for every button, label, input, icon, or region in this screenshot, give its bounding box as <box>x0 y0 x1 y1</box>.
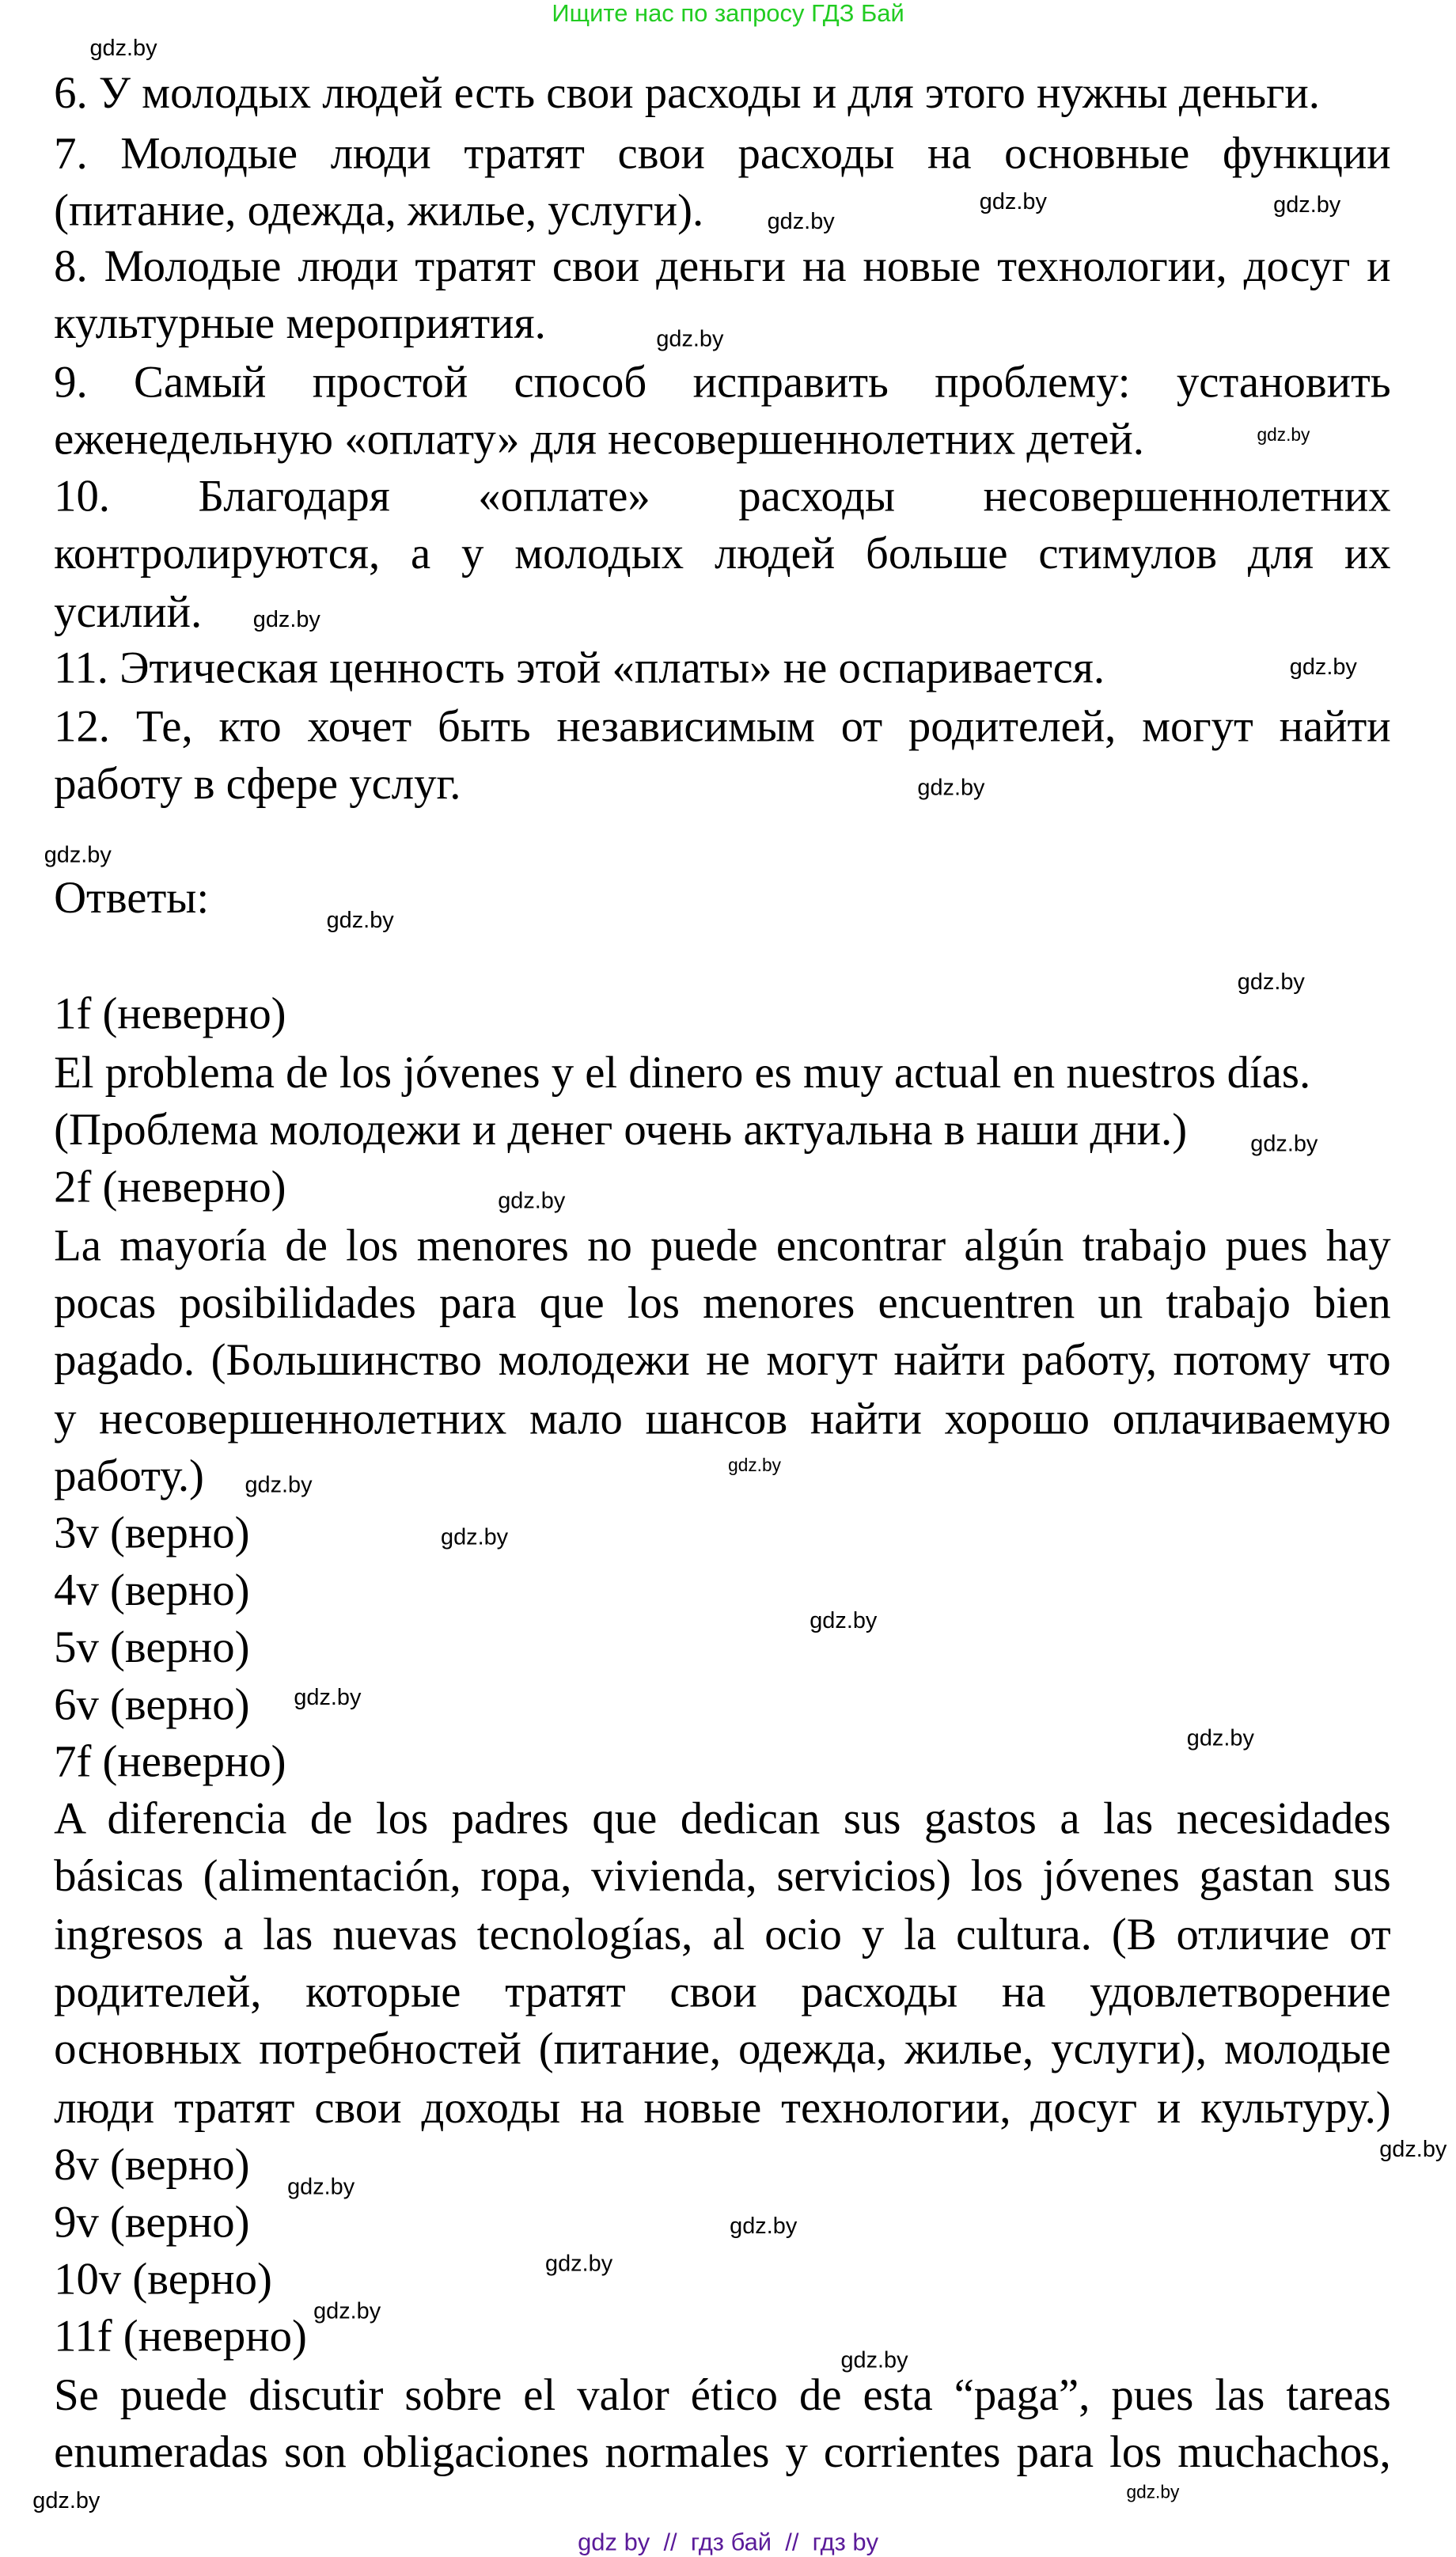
text-line: Ответы: <box>54 871 210 923</box>
watermark: gdz.by <box>245 1470 313 1497</box>
watermark: gdz.by <box>294 1683 362 1709</box>
watermark: gdz.by <box>730 2212 798 2239</box>
watermark: gdz.by <box>728 1456 781 1476</box>
watermark: gdz.by <box>313 2297 381 2324</box>
watermark: gdz.by <box>1379 2135 1447 2162</box>
text-line: родителей, которые тратят свои расходы на удовлетворение <box>54 1965 1391 2016</box>
text-line: работу.) <box>54 1449 204 1500</box>
watermark: gdz.by <box>917 773 985 800</box>
text-line: люди тратят свои доходы на новые технологии, досуг и культуру.) <box>54 2081 1391 2133</box>
text-line: 11f (неверно) <box>54 2310 307 2362</box>
text-line: 7f (неверно) <box>54 1735 286 1786</box>
text-line: ingresos a las nuevas tecnologías, al ocio y la cultura. (В отличие от <box>54 1908 1391 1959</box>
watermark: gdz.by <box>1250 1129 1318 1156</box>
text-line: pocas posibilidades para que los menores encuentren un trabajo bien <box>54 1277 1391 1328</box>
text-line: (питание, одежда, жилье, услуги). <box>54 184 704 236</box>
watermark: gdz.by <box>498 1186 566 1213</box>
text-line: 8v (верно) <box>54 2138 250 2190</box>
watermark: gdz.by <box>545 2249 613 2276</box>
text-line: 6v (верно) <box>54 1678 250 1729</box>
watermark: gdz.by <box>979 188 1047 214</box>
watermark: gdz.by <box>441 1523 509 1550</box>
text-line: 3v (верно) <box>54 1507 250 1558</box>
text-line: 1f (неверно) <box>54 988 286 1039</box>
watermark: gdz.by <box>840 2346 908 2373</box>
watermark: gdz.by <box>656 324 724 351</box>
text-line: enumeradas son obligaciones normales y corrientes para los muchachos, <box>54 2426 1391 2477</box>
text-line: 12. Те, кто хочет быть независимым от родителей, могут найти <box>54 700 1391 751</box>
text-line: básicas (alimentación, ropa, vivienda, servicios) los jóvenes gastan sus <box>54 1849 1391 1901</box>
text-line: El problema de los jóvenes y el dinero es muy actual en nuestros días. <box>54 1046 1311 1098</box>
text-line: 9v (верно) <box>54 2195 250 2247</box>
text-line: 5v (верно) <box>54 1621 250 1672</box>
text-line: 8. Молодые люди тратят свои деньги на новые технологии, досуг и <box>54 240 1391 291</box>
text-line: 6. У молодых людей есть свои расходы и для этого нужны деньги. <box>54 66 1320 118</box>
watermark: gdz.by <box>1273 191 1341 218</box>
text-line: работу в сфере услуг. <box>54 757 461 809</box>
watermark: gdz.by <box>32 2486 100 2513</box>
text-line: 10. Благодаря «оплате» расходы несовершеннолетних <box>54 470 1391 522</box>
text-line: 2f (неверно) <box>54 1160 286 1212</box>
watermark: gdz.by <box>1186 1724 1254 1751</box>
text-line: культурные мероприятия. <box>54 297 546 348</box>
text-line: 11. Этическая ценность этой «платы» не оспаривается. <box>54 641 1105 692</box>
watermark: gdz.by <box>767 207 835 234</box>
text-line: еженедельную «оплату» для несовершеннолетних детей. <box>54 412 1145 464</box>
text-line: (Проблема молодежи и денег очень актуальна в наши дни.) <box>54 1103 1188 1155</box>
watermark: gdz.by <box>44 840 112 867</box>
watermark: gdz.by <box>287 2172 355 2199</box>
text-line: 9. Самый простой способ исправить проблему: установить <box>54 355 1391 407</box>
watermark: gdz.by <box>1126 2483 1180 2503</box>
footer-banner: gdz by // гдз бай // гдз by <box>578 2529 879 2557</box>
watermark: gdz.by <box>810 1606 878 1633</box>
text-line: pagado. (Большинство молодежи не могут найти работу, потому что <box>54 1334 1391 1385</box>
watermark: gdz.by <box>1289 653 1357 680</box>
watermark: gdz.by <box>326 905 394 932</box>
watermark: gdz.by <box>1257 426 1310 446</box>
watermark: gdz.by <box>89 34 157 61</box>
text-line: усилий. <box>54 586 203 637</box>
text-line: A diferencia de los padres que dedican sus gastos a las necesidades <box>54 1793 1391 1844</box>
text-line: у несовершеннолетних мало шансов найти хорошо оплачиваемую <box>54 1392 1391 1444</box>
text-line: основных потребностей (питание, одежда, жилье, услуги), молодые <box>54 2023 1391 2074</box>
text-line: 7. Молодые люди тратят свои расходы на основные функции <box>54 127 1391 178</box>
text-line: 4v (верно) <box>54 1564 250 1615</box>
watermark: gdz.by <box>252 605 320 632</box>
text-line: La mayoría de los menores no puede encontrar algún trabajo pues hay <box>54 1220 1391 1271</box>
text-line: контролируются, а у молодых людей больше стимулов для их <box>54 527 1391 579</box>
watermark: gdz.by <box>1237 968 1305 995</box>
text-line: Se puede discutir sobre el valor ético de esta “paga”, pues las tareas <box>54 2369 1391 2420</box>
header-banner: Ищите нас по запросу ГДЗ Бай <box>552 0 904 28</box>
text-line: 10v (верно) <box>54 2252 272 2304</box>
